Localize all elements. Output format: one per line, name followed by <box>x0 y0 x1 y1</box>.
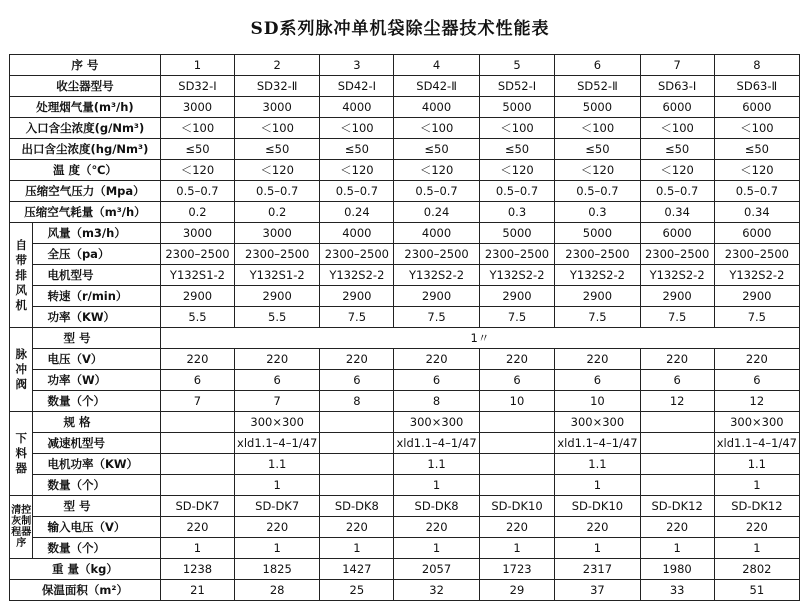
value-cell: ＜120 <box>714 160 799 181</box>
value-cell: 220 <box>479 517 555 538</box>
value-cell: 7.5 <box>394 307 479 328</box>
value-cell: 1 <box>235 475 320 496</box>
value-cell: 1 <box>714 475 799 496</box>
row-label: 重 量（kg） <box>10 559 161 580</box>
group-label: 清控灰制程器序 <box>10 496 33 559</box>
value-cell: ＜120 <box>640 160 714 181</box>
value-cell: SD32-Ⅰ <box>160 76 234 97</box>
value-cell: 300×300 <box>235 412 320 433</box>
row-label: 收尘器型号 <box>10 76 161 97</box>
row-label: 入口含尘浓度(g/Nm³) <box>10 118 161 139</box>
value-cell <box>320 454 394 475</box>
value-cell: 2300–2500 <box>160 244 234 265</box>
value-cell: Y132S1-2 <box>235 265 320 286</box>
value-cell: 6 <box>235 370 320 391</box>
value-cell: 12 <box>714 391 799 412</box>
value-cell: 5000 <box>555 97 640 118</box>
value-cell: 6 <box>714 370 799 391</box>
value-cell <box>640 454 714 475</box>
value-cell: 300×300 <box>394 412 479 433</box>
value-cell: ＜100 <box>394 118 479 139</box>
value-cell: 2900 <box>555 286 640 307</box>
value-cell: 1 <box>160 538 234 559</box>
value-cell: ＜120 <box>479 160 555 181</box>
value-cell: 21 <box>160 580 234 601</box>
value-cell: 1.1 <box>714 454 799 475</box>
value-cell: 3000 <box>160 97 234 118</box>
value-cell: SD-DK8 <box>394 496 479 517</box>
value-cell: 5.5 <box>235 307 320 328</box>
value-cell: 6 <box>320 370 394 391</box>
value-cell: ＜120 <box>555 160 640 181</box>
value-cell: 5000 <box>479 223 555 244</box>
value-cell: 2300–2500 <box>235 244 320 265</box>
value-cell: 8 <box>394 391 479 412</box>
value-cell: SD63-Ⅰ <box>640 76 714 97</box>
value-cell: SD-DK12 <box>714 496 799 517</box>
value-cell: 0.3 <box>479 202 555 223</box>
row-label: 出口含尘浓度(hg/Nm³) <box>10 139 161 160</box>
value-cell: ＜120 <box>394 160 479 181</box>
value-cell: 6000 <box>714 223 799 244</box>
value-cell: ＜100 <box>555 118 640 139</box>
column-header: 1 <box>160 55 234 76</box>
value-cell: Y132S2-2 <box>555 265 640 286</box>
value-cell: 220 <box>394 517 479 538</box>
value-cell: 2802 <box>714 559 799 580</box>
value-cell: 1 <box>320 538 394 559</box>
value-cell: SD42-Ⅰ <box>320 76 394 97</box>
value-cell: 5000 <box>479 97 555 118</box>
value-cell: SD-DK7 <box>160 496 234 517</box>
value-cell: 4000 <box>394 97 479 118</box>
value-cell: 2900 <box>714 286 799 307</box>
value-cell: SD42-Ⅱ <box>394 76 479 97</box>
value-cell <box>640 475 714 496</box>
value-cell: 1 <box>479 538 555 559</box>
value-cell: 0.5–0.7 <box>640 181 714 202</box>
column-header: 2 <box>235 55 320 76</box>
value-cell: 2300–2500 <box>479 244 555 265</box>
value-cell: SD-DK8 <box>320 496 394 517</box>
value-cell: 2900 <box>479 286 555 307</box>
value-cell: SD-DK7 <box>235 496 320 517</box>
value-cell: 7 <box>235 391 320 412</box>
value-cell: SD-DK10 <box>555 496 640 517</box>
value-cell <box>160 475 234 496</box>
value-cell: 220 <box>394 349 479 370</box>
value-cell: Y132S2-2 <box>320 265 394 286</box>
row-label: 数量（个） <box>33 538 160 559</box>
table-row <box>10 412 800 433</box>
value-cell: 220 <box>640 517 714 538</box>
row-label: 处理烟气量(m³/h) <box>10 97 161 118</box>
column-header: 3 <box>320 55 394 76</box>
value-cell: ＜100 <box>479 118 555 139</box>
value-cell: SD63-Ⅱ <box>714 76 799 97</box>
value-cell: 7.5 <box>714 307 799 328</box>
value-cell: ≤50 <box>235 139 320 160</box>
value-cell: ≤50 <box>320 139 394 160</box>
value-cell: 25 <box>320 580 394 601</box>
value-cell: 1 <box>555 538 640 559</box>
value-cell: 1 <box>235 538 320 559</box>
table-row <box>10 181 800 202</box>
group-label: 自 带 排 风 机 <box>10 223 33 328</box>
row-label: 规 格 <box>33 412 160 433</box>
value-cell: 7.5 <box>320 307 394 328</box>
value-cell <box>640 412 714 433</box>
value-cell: Y132S1-2 <box>160 265 234 286</box>
value-cell: 2900 <box>235 286 320 307</box>
table-row <box>10 55 800 76</box>
row-label: 温 度（℃） <box>10 160 161 181</box>
table-row <box>10 580 800 601</box>
value-cell: 220 <box>640 349 714 370</box>
table-row <box>10 433 800 454</box>
value-cell: 2900 <box>640 286 714 307</box>
value-cell: 37 <box>555 580 640 601</box>
value-cell: 220 <box>555 349 640 370</box>
value-cell: 2317 <box>555 559 640 580</box>
value-cell: Y132S2-2 <box>714 265 799 286</box>
table-row <box>10 160 800 181</box>
value-cell: 2300–2500 <box>555 244 640 265</box>
value-cell: 220 <box>320 349 394 370</box>
value-cell: 7.5 <box>555 307 640 328</box>
column-header: 5 <box>479 55 555 76</box>
value-cell <box>160 454 234 475</box>
value-cell: 10 <box>555 391 640 412</box>
table-row <box>10 559 800 580</box>
value-cell: 2900 <box>320 286 394 307</box>
value-cell: 220 <box>235 349 320 370</box>
value-cell: 1 <box>555 475 640 496</box>
value-cell: 5000 <box>555 223 640 244</box>
value-cell: 6 <box>555 370 640 391</box>
group-label: 脉 冲 阀 <box>10 328 33 412</box>
row-label: 型 号 <box>33 496 160 517</box>
value-cell <box>479 475 555 496</box>
value-cell: 1427 <box>320 559 394 580</box>
value-cell: 3000 <box>235 223 320 244</box>
row-label: 电机功率（KW） <box>33 454 160 475</box>
value-cell <box>160 433 234 454</box>
value-cell: 1825 <box>235 559 320 580</box>
column-header: 6 <box>555 55 640 76</box>
value-cell: 300×300 <box>714 412 799 433</box>
table-row <box>10 370 800 391</box>
value-cell: 7.5 <box>640 307 714 328</box>
value-cell: 1〃 <box>160 328 799 349</box>
value-cell: 0.5–0.7 <box>320 181 394 202</box>
table-row <box>10 223 800 244</box>
value-cell: 0.3 <box>555 202 640 223</box>
value-cell: 220 <box>160 517 234 538</box>
value-cell: 220 <box>320 517 394 538</box>
value-cell: 220 <box>714 349 799 370</box>
value-cell: SD-DK12 <box>640 496 714 517</box>
row-label: 型 号 <box>33 328 160 349</box>
value-cell: 33 <box>640 580 714 601</box>
table-row <box>10 76 800 97</box>
page-title: SD系列脉冲单机袋除尘器技术性能表 <box>250 19 550 39</box>
value-cell: 3000 <box>235 97 320 118</box>
row-label: 转速（r/min） <box>33 286 160 307</box>
value-cell <box>320 412 394 433</box>
value-cell: xld1.1–4–1/47 <box>235 433 320 454</box>
value-cell: 6 <box>640 370 714 391</box>
value-cell: ＜100 <box>714 118 799 139</box>
row-label: 功率（W） <box>33 370 160 391</box>
value-cell: ≤50 <box>394 139 479 160</box>
value-cell: 2900 <box>160 286 234 307</box>
value-cell: Y132S2-2 <box>394 265 479 286</box>
value-cell: 28 <box>235 580 320 601</box>
value-cell: 0.2 <box>235 202 320 223</box>
value-cell: 51 <box>714 580 799 601</box>
value-cell: Y132S2-2 <box>640 265 714 286</box>
value-cell: 32 <box>394 580 479 601</box>
value-cell: 0.5–0.7 <box>479 181 555 202</box>
value-cell: 3000 <box>160 223 234 244</box>
value-cell: SD52-Ⅰ <box>479 76 555 97</box>
table-row <box>10 118 800 139</box>
value-cell: 10 <box>479 391 555 412</box>
table-row <box>10 244 800 265</box>
value-cell: 0.5–0.7 <box>555 181 640 202</box>
value-cell <box>640 433 714 454</box>
table-row <box>10 391 800 412</box>
value-cell: 12 <box>640 391 714 412</box>
value-cell: Y132S2-2 <box>479 265 555 286</box>
value-cell: 29 <box>479 580 555 601</box>
value-cell: xld1.1–4–1/47 <box>555 433 640 454</box>
value-cell: 0.34 <box>714 202 799 223</box>
value-cell: 0.5–0.7 <box>394 181 479 202</box>
value-cell: 2300–2500 <box>320 244 394 265</box>
value-cell: ＜100 <box>320 118 394 139</box>
row-label: 减速机型号 <box>33 433 160 454</box>
value-cell <box>320 475 394 496</box>
row-label: 电机型号 <box>33 265 160 286</box>
value-cell: SD32-Ⅱ <box>235 76 320 97</box>
value-cell: ＜100 <box>235 118 320 139</box>
value-cell: 0.5–0.7 <box>160 181 234 202</box>
value-cell: xld1.1–4–1/47 <box>394 433 479 454</box>
table-row <box>10 307 800 328</box>
value-cell: 0.5–0.7 <box>235 181 320 202</box>
value-cell: 1 <box>394 475 479 496</box>
row-label: 电压（V） <box>33 349 160 370</box>
value-cell <box>320 433 394 454</box>
row-label: 序 号 <box>10 55 161 76</box>
value-cell: 220 <box>714 517 799 538</box>
value-cell: 4000 <box>320 97 394 118</box>
row-label: 数量（个） <box>33 391 160 412</box>
value-cell: SD-DK10 <box>479 496 555 517</box>
value-cell: 220 <box>479 349 555 370</box>
value-cell: 6 <box>160 370 234 391</box>
value-cell: 2300–2500 <box>640 244 714 265</box>
table-row <box>10 454 800 475</box>
value-cell: 220 <box>555 517 640 538</box>
value-cell: 8 <box>320 391 394 412</box>
row-label: 压缩空气耗量（m³/h） <box>10 202 161 223</box>
value-cell: 4000 <box>394 223 479 244</box>
value-cell <box>479 412 555 433</box>
value-cell <box>160 412 234 433</box>
row-label: 输入电压（V） <box>33 517 160 538</box>
row-label: 保温面积（m²） <box>10 580 161 601</box>
value-cell: 1 <box>394 538 479 559</box>
value-cell: 0.34 <box>640 202 714 223</box>
value-cell: 220 <box>160 349 234 370</box>
value-cell: 6 <box>479 370 555 391</box>
value-cell: 1980 <box>640 559 714 580</box>
row-label: 功率（KW） <box>33 307 160 328</box>
table-row <box>10 97 800 118</box>
table-row <box>10 538 800 559</box>
value-cell: ＜100 <box>160 118 234 139</box>
value-cell: 2057 <box>394 559 479 580</box>
table-row <box>10 286 800 307</box>
row-label: 风量（m3/h） <box>33 223 160 244</box>
table-row <box>10 265 800 286</box>
value-cell: 6000 <box>640 97 714 118</box>
value-cell: ＜120 <box>160 160 234 181</box>
value-cell <box>479 433 555 454</box>
value-cell: 7 <box>160 391 234 412</box>
row-label: 压缩空气压力（Mpa） <box>10 181 161 202</box>
value-cell: 6000 <box>714 97 799 118</box>
value-cell: 5.5 <box>160 307 234 328</box>
value-cell: 220 <box>235 517 320 538</box>
table-row <box>10 475 800 496</box>
value-cell: ≤50 <box>479 139 555 160</box>
value-cell: 1238 <box>160 559 234 580</box>
value-cell: ＜120 <box>320 160 394 181</box>
value-cell: 1 <box>714 538 799 559</box>
value-cell: 1.1 <box>394 454 479 475</box>
value-cell: 1.1 <box>235 454 320 475</box>
value-cell: 1.1 <box>555 454 640 475</box>
value-cell: 2300–2500 <box>394 244 479 265</box>
value-cell: ≤50 <box>555 139 640 160</box>
column-header: 8 <box>714 55 799 76</box>
table-row <box>10 139 800 160</box>
value-cell: 300×300 <box>555 412 640 433</box>
value-cell: ≤50 <box>714 139 799 160</box>
value-cell: 1723 <box>479 559 555 580</box>
value-cell: xld1.1–4–1/47 <box>714 433 799 454</box>
column-header: 4 <box>394 55 479 76</box>
value-cell: ≤50 <box>160 139 234 160</box>
value-cell: 1 <box>640 538 714 559</box>
table-row <box>10 517 800 538</box>
value-cell: 6 <box>394 370 479 391</box>
row-label: 全压（pa） <box>33 244 160 265</box>
value-cell: ＜120 <box>235 160 320 181</box>
table-row <box>10 328 800 349</box>
group-label: 下 料 器 <box>10 412 33 496</box>
value-cell: 2300–2500 <box>714 244 799 265</box>
value-cell: 7.5 <box>479 307 555 328</box>
row-label: 数量（个） <box>33 475 160 496</box>
table-row <box>10 496 800 517</box>
column-header: 7 <box>640 55 714 76</box>
value-cell: 6000 <box>640 223 714 244</box>
value-cell: 0.24 <box>394 202 479 223</box>
spec-table <box>9 54 800 601</box>
table-row <box>10 202 800 223</box>
table-row <box>10 349 800 370</box>
value-cell: 0.24 <box>320 202 394 223</box>
value-cell <box>479 454 555 475</box>
value-cell: SD52-Ⅱ <box>555 76 640 97</box>
value-cell: 0.2 <box>160 202 234 223</box>
value-cell: 4000 <box>320 223 394 244</box>
value-cell: ≤50 <box>640 139 714 160</box>
value-cell: ＜100 <box>640 118 714 139</box>
value-cell: 2900 <box>394 286 479 307</box>
value-cell: 0.5–0.7 <box>714 181 799 202</box>
